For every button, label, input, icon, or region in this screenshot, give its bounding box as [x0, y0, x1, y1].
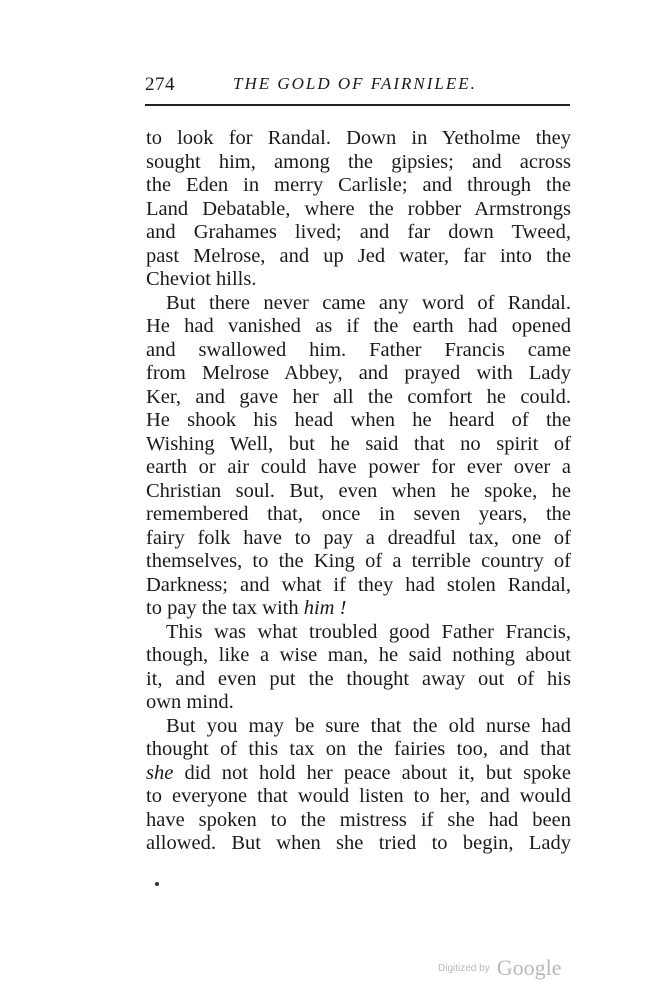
text-fragment: to pay the tax with: [146, 597, 299, 619]
header-rule: [145, 104, 570, 106]
text-line: sought him, among the gipsies; and across: [146, 150, 571, 173]
text-line: Ker, and gave her all the comfort he could.: [146, 385, 571, 408]
text-line: past Melrose, and up Jed water, far into the: [146, 244, 571, 267]
text-line: Christian soul. But, even when he spoke, he: [146, 479, 571, 502]
text-line: Land Debatable, where the robber Armstrongs: [146, 197, 571, 220]
text-line: This was what troubled good Father Francis,: [166, 620, 571, 643]
running-title: THE GOLD OF FAIRNILEE.: [233, 74, 477, 93]
text-line: Darkness; and what if they had stolen Randal,: [146, 573, 571, 596]
text-line: allowed. But when she tried to begin, Lady: [146, 832, 571, 854]
text-line: But there never came any word of Randal.: [166, 291, 571, 314]
text-line: thought of this tax on the fairies too, and that: [146, 738, 571, 760]
digitized-watermark: [438, 955, 561, 983]
text-line: remembered that, once in seven years, the: [146, 503, 571, 525]
italic-word: him !: [303, 597, 347, 619]
italic-word: she: [146, 761, 174, 784]
text-line: themselves, to the King of a terrible country of: [146, 550, 571, 572]
text-line: Cheviot hills.: [146, 268, 257, 290]
text-line: He had vanished as if the earth had opened: [146, 315, 571, 337]
text-line: [146, 597, 571, 621]
text-line: own mind.: [146, 691, 234, 713]
text-line: fairy folk have to pay a dreadful tax, one of: [146, 526, 571, 549]
watermark-prefix: Digitized by: [438, 962, 490, 974]
text-line: to look for Randal. Down in Yetholme they: [146, 127, 571, 149]
page-header: [145, 74, 570, 104]
text-fragment: did not hold her peace about it, but spoke: [184, 761, 571, 784]
text-line: and Grahames lived; and far down Tweed,: [146, 221, 571, 243]
signature-mark: [155, 882, 159, 886]
text-line: have spoken to the mistress if she had been: [146, 808, 571, 831]
text-line: to everyone that would listen to her, and would: [146, 785, 571, 807]
text-line: earth or air could have power for ever over a: [146, 456, 571, 478]
text-line: He shook his head when he heard of the: [146, 409, 571, 431]
body-text: [146, 127, 571, 856]
google-logo: Google: [496, 955, 562, 980]
text-line: from Melrose Abbey, and prayed with Lady: [146, 362, 571, 384]
text-line: [146, 762, 571, 786]
text-line: it, and even put the thought away out of his: [146, 667, 571, 690]
text-line: But you may be sure that the old nurse had: [166, 714, 571, 737]
page-number: 274: [145, 74, 175, 95]
text-line: Wishing Well, but he said that no spirit of: [146, 432, 571, 455]
text-line: the Eden in merry Carlisle; and through the: [146, 174, 571, 196]
text-line: and swallowed him. Father Francis came: [146, 338, 571, 361]
text-line: though, like a wise man, he said nothing about: [146, 644, 571, 666]
